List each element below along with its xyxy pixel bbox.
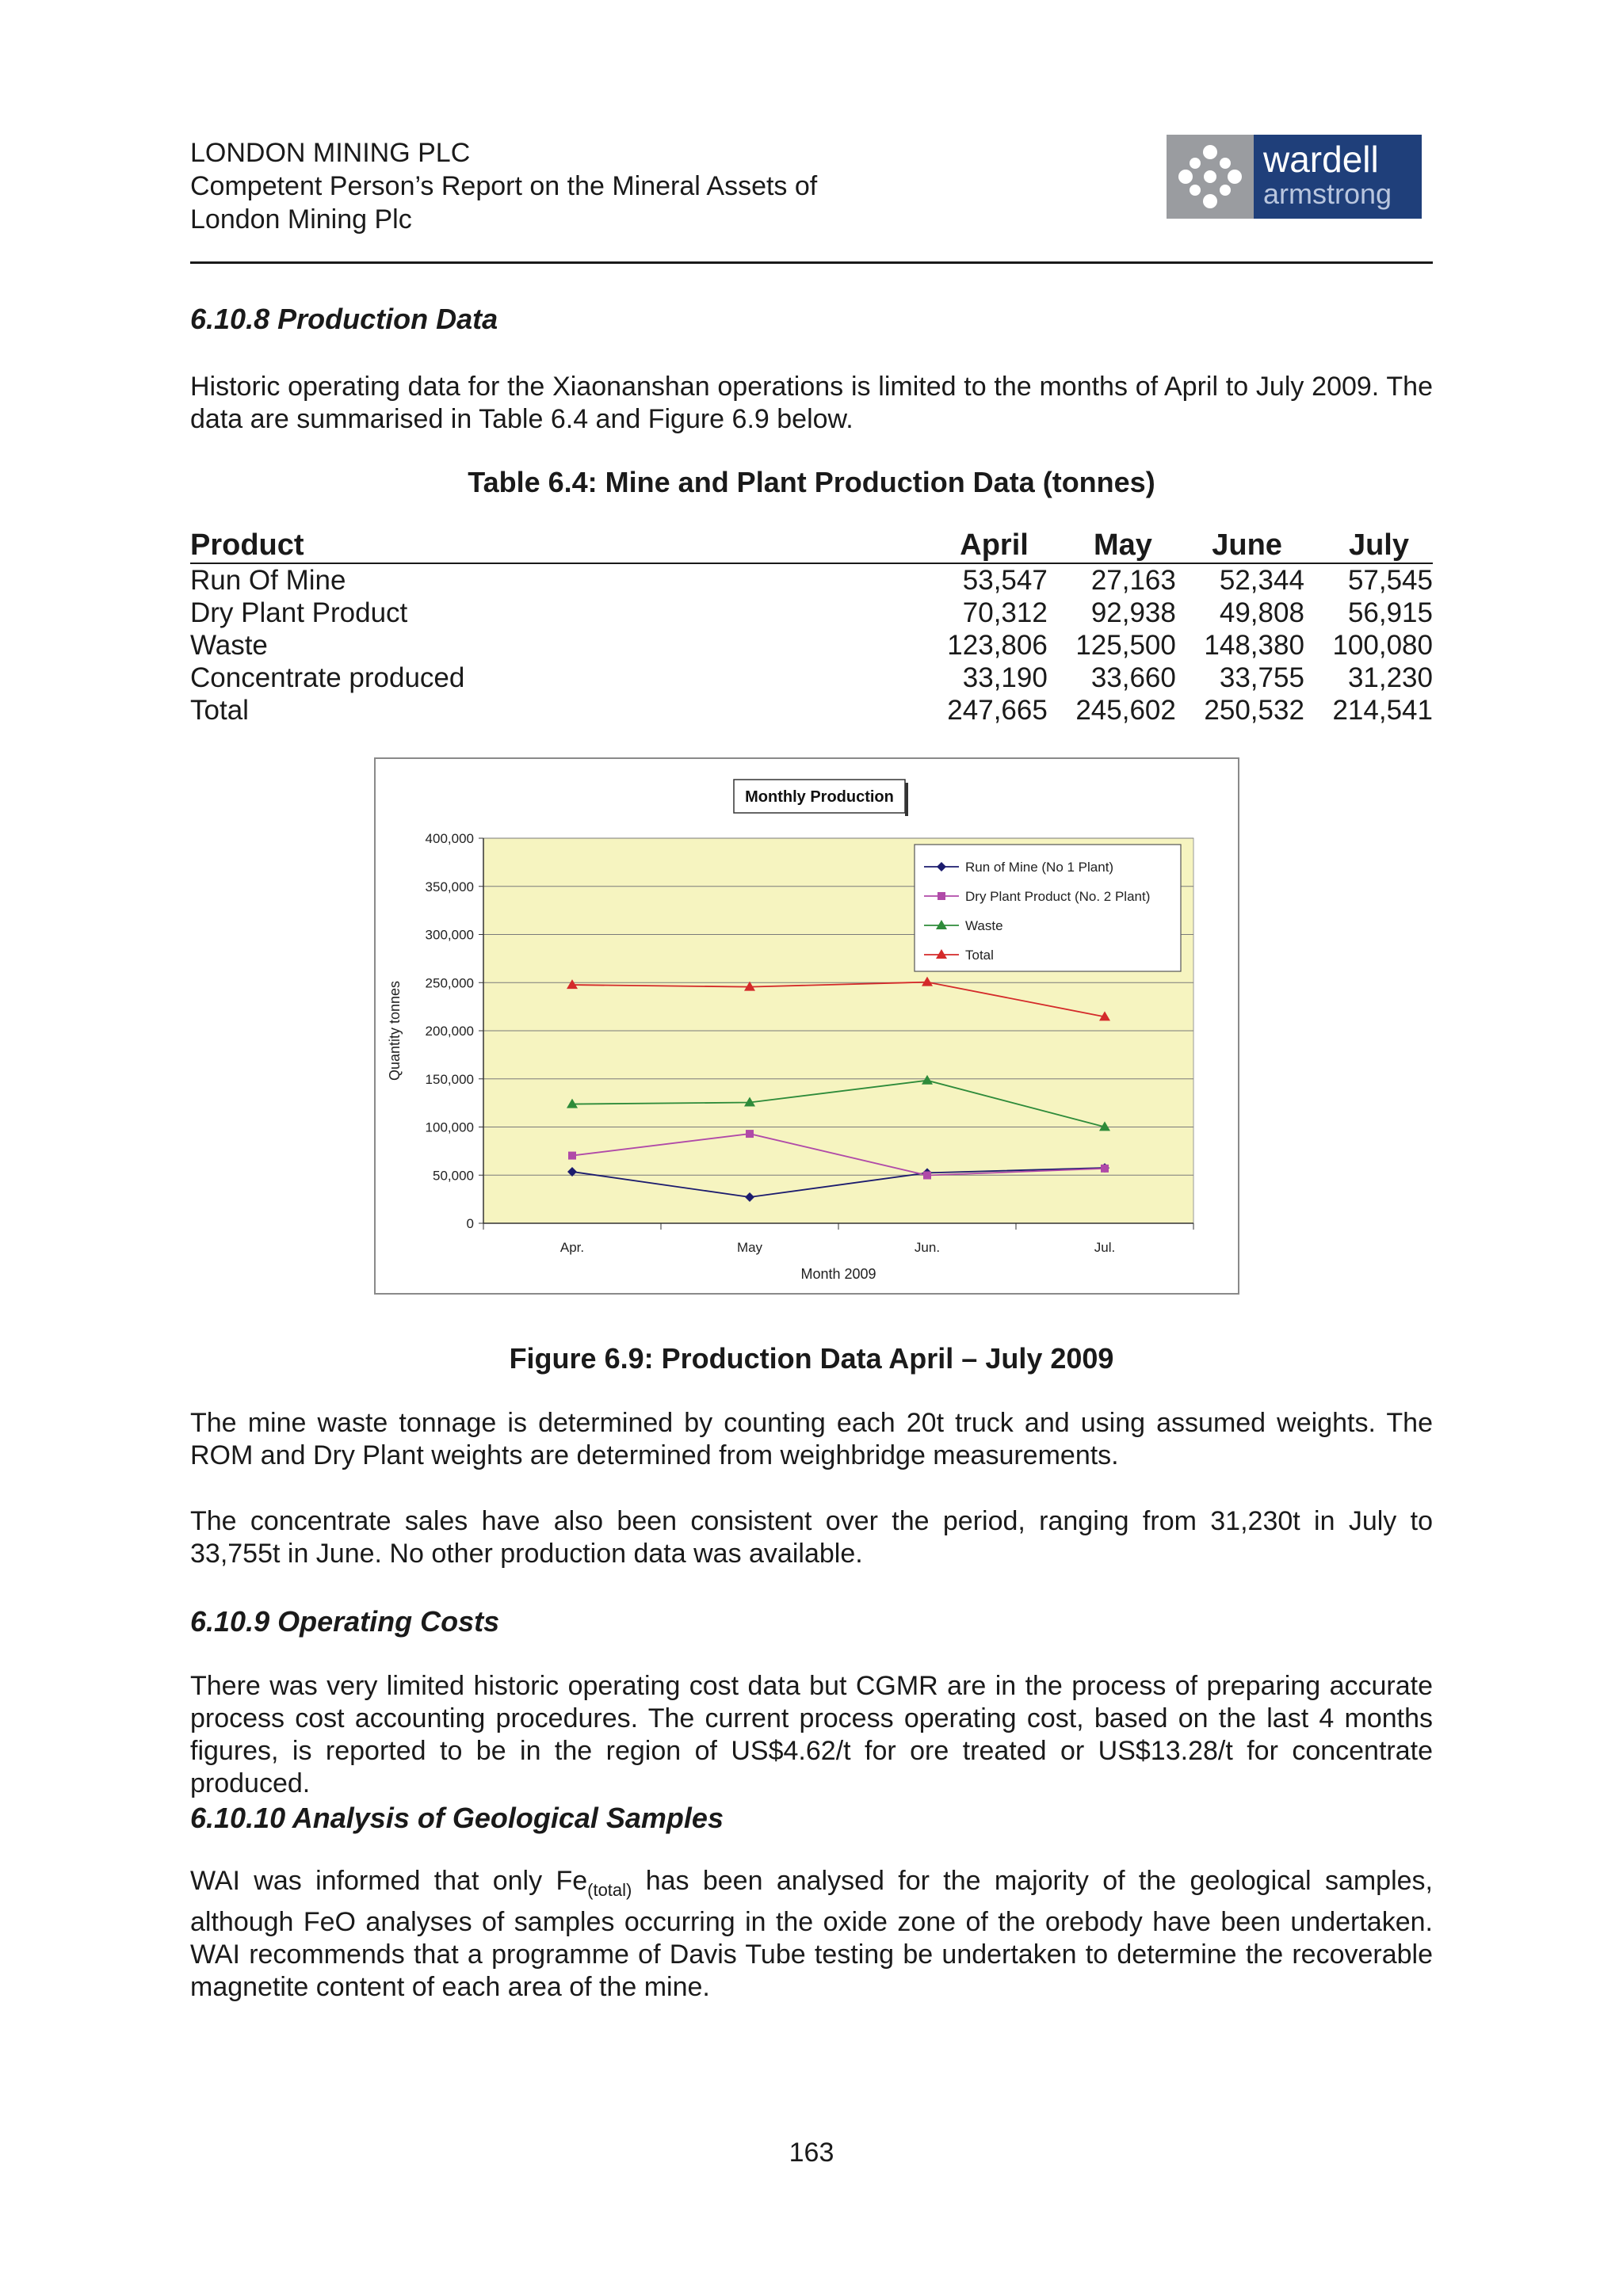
section-heading-operating-costs: 6.10.9 Operating Costs: [190, 1605, 500, 1638]
report-header: [190, 136, 817, 236]
table-cell: 70,312: [962, 597, 1048, 628]
legend-marker: [938, 892, 945, 900]
x-tick-label: May: [736, 1240, 763, 1255]
logo-word-wardell: wardell: [1263, 139, 1379, 180]
y-tick-label: 50,000: [433, 1168, 474, 1184]
wardell-armstrong-logo: [1167, 135, 1422, 219]
chart-title: Monthly Production: [745, 788, 894, 806]
x-tick-label: Apr.: [559, 1240, 585, 1255]
col-header-product: Product: [190, 523, 781, 563]
table-cell: 49,808: [1219, 597, 1304, 628]
table-row: [190, 629, 1433, 662]
waste-tonnage-paragraph: The mine waste tonnage is determined by counting each 20t truck and using assumed weights. The ROM and Dry Plant weights are determined from weighbridge measurements.: [190, 1408, 1433, 1470]
table-cell: Run Of Mine: [190, 565, 346, 596]
header-divider: [190, 261, 1433, 264]
chart-canvas: [376, 759, 1238, 1293]
monthly-production-chart: [374, 757, 1239, 1295]
table-cell: 125,500: [1075, 630, 1176, 661]
x-tick-label: Jul.: [1094, 1240, 1116, 1255]
production-table: [190, 523, 1433, 727]
data-point: [568, 1152, 576, 1160]
y-tick-label: 200,000: [425, 1024, 474, 1039]
concentrate-sales-paragraph: The concentrate sales have also been consistent over the period, ranging from 31,230t in July to 33,755t in June. No other production data was available.: [190, 1506, 1433, 1569]
table-row: [190, 563, 1433, 597]
table-cell: 247,665: [947, 695, 1048, 726]
data-point: [1101, 1165, 1109, 1173]
col-header-april: April: [781, 523, 1048, 563]
table-cell: 250,532: [1204, 695, 1304, 726]
y-tick-label: 150,000: [425, 1071, 474, 1087]
table-cell: 57,545: [1347, 565, 1433, 596]
chart-title-shadow: [905, 783, 908, 816]
table-cell: Waste: [190, 630, 268, 661]
legend-label: Total: [965, 948, 994, 963]
logo-emblem-icon: [1167, 135, 1254, 219]
table-cell: 33,190: [962, 662, 1048, 693]
y-tick-label: 300,000: [425, 927, 474, 943]
figure-caption: Figure 6.9: Production Data April – July 2009: [509, 1342, 1114, 1375]
geological-samples-paragraph: [190, 1865, 1433, 2004]
table-cell: Dry Plant Product: [190, 597, 408, 628]
x-tick-label: Jun.: [914, 1240, 941, 1255]
col-header-may: May: [1048, 523, 1176, 563]
table-cell: 214,541: [1332, 695, 1433, 726]
y-tick-label: 250,000: [425, 975, 474, 991]
logo-wordmark: [1254, 135, 1422, 219]
col-header-july: July: [1304, 523, 1433, 563]
y-tick-label: 100,000: [425, 1119, 474, 1135]
geo-para-pre: WAI was informed that only Fe: [190, 1866, 588, 1896]
table-cell: 52,344: [1219, 565, 1304, 596]
page-number: 163: [789, 2138, 834, 2168]
table-cell: 27,163: [1090, 565, 1176, 596]
header-company: LONDON MINING PLC: [190, 138, 471, 168]
table-cell: 53,547: [962, 565, 1048, 596]
y-tick-label: 350,000: [425, 879, 474, 894]
table-row: [190, 694, 1433, 727]
table-row: [190, 662, 1433, 694]
table-row: [190, 597, 1433, 629]
table-cell: 148,380: [1204, 630, 1304, 661]
x-axis-title: Month 2009: [800, 1266, 876, 1282]
table-cell: 31,230: [1347, 662, 1433, 693]
section-heading-geological-samples: 6.10.10 Analysis of Geological Samples: [190, 1802, 724, 1834]
table-cell: 245,602: [1075, 695, 1176, 726]
col-header-june: June: [1176, 523, 1304, 563]
table-cell: 33,660: [1090, 662, 1176, 693]
y-axis-title: Quantity tonnes: [387, 980, 403, 1081]
header-report-title: Competent Person’s Report on the Mineral Assets of: [190, 171, 818, 201]
legend-label: Dry Plant Product (No. 2 Plant): [965, 889, 1151, 904]
y-tick-label: 0: [466, 1216, 474, 1231]
geo-para-subscript: (total): [587, 1879, 632, 1900]
data-point: [746, 1130, 754, 1138]
table-cell: Concentrate produced: [190, 662, 465, 693]
legend-label: Waste: [965, 918, 1003, 933]
table-cell: 92,938: [1090, 597, 1176, 628]
legend-label: Run of Mine (No 1 Plant): [965, 860, 1114, 875]
table-header-row: [190, 523, 1433, 563]
table-cell: Total: [190, 695, 249, 726]
data-point: [923, 1171, 931, 1179]
section-heading-production-data: 6.10.8 Production Data: [190, 303, 498, 335]
operating-costs-paragraph: There was very limited historic operating cost data but CGMR are in the process of preparing accurate process cost accounting procedures. The current process operating cost, based on the last 4 months figures, is reported to be in the region of US$4.62/t for ore treated or US$13.28/t for concentrate produced.: [190, 1671, 1433, 1798]
table-title: Table 6.4: Mine and Plant Production Data (tonnes): [468, 466, 1155, 498]
production-data-paragraph: Historic operating data for the Xiaonanshan operations is limited to the months of April to July 2009. The data are summarised in Table 6.4 and Figure 6.9 below.: [190, 372, 1433, 434]
logo-word-armstrong: armstrong: [1263, 177, 1392, 210]
table-cell: 100,080: [1332, 630, 1433, 661]
table-cell: 56,915: [1347, 597, 1433, 628]
header-subject: London Mining Plc: [190, 204, 412, 235]
geo-para-post: has been analysed for the majority of the geological samples, although FeO analyses of samples occurring in the oxide zone of the orebody have been undertaken. WAI recommends that a programme of Davis Tube testing be undertaken to determine the recoverable magnetite content of each area of the mine.: [190, 1866, 1433, 2002]
y-tick-label: 400,000: [425, 831, 474, 846]
table-cell: 123,806: [947, 630, 1048, 661]
table-cell: 33,755: [1219, 662, 1304, 693]
